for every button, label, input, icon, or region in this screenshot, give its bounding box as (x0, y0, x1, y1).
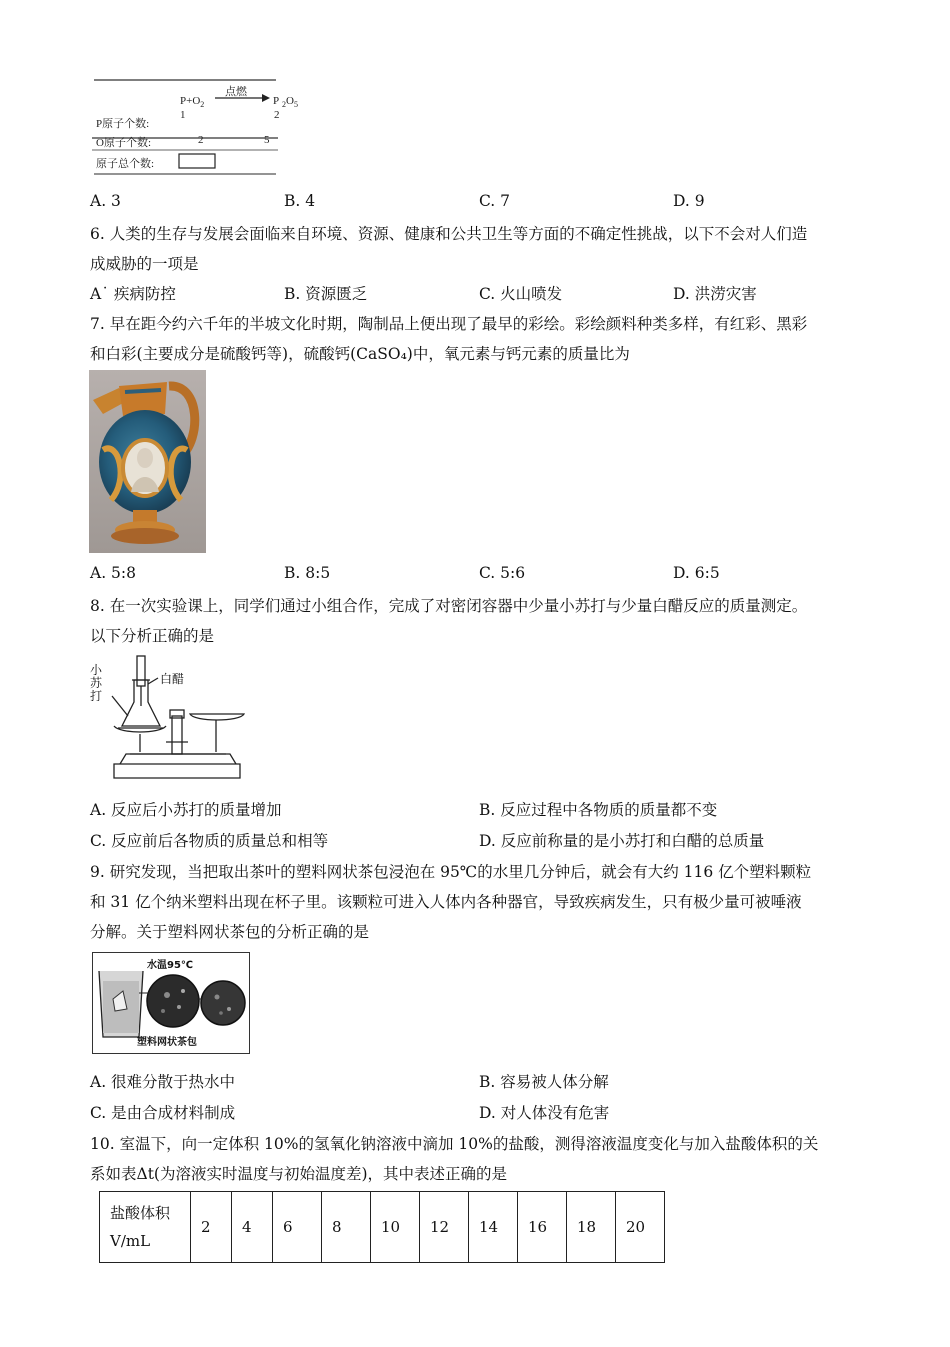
q5-option-b: B. 4 (284, 192, 316, 210)
q10-stem-line2: 系如表Δt(为溶液实时温度与初始温度差)，其中表述正确的是 (90, 1165, 508, 1183)
q6-option-a: A˙ 疾病防控 (90, 285, 176, 303)
table-cell: 10 (371, 1192, 420, 1263)
q8-stem-line1: 8. 在一次实验课上，同学们通过小组合作，完成了对密闭容器中少量小苏打与少量白醋反应的质量测定。 (90, 597, 808, 615)
row1-left: 1 (180, 109, 186, 121)
q8-option-c: C. 反应前后各物质的质量总和相等 (90, 832, 329, 850)
eq-arrow-label: 点燃 (225, 86, 247, 98)
hcl-volume-table (99, 1191, 665, 1263)
q7-option-b: B. 8:5 (284, 564, 331, 582)
q5-option-a: A. 3 (90, 192, 121, 210)
q7-option-d: D. 6:5 (673, 564, 720, 582)
eq-left-sub: 2 (200, 100, 205, 110)
q6-option-d: D. 洪涝灾害 (673, 285, 757, 303)
row2-right: 5 (264, 134, 270, 146)
q7-option-c: C. 5:6 (479, 564, 526, 582)
row1-label: P原子个数: (96, 118, 150, 130)
table-header-cell (100, 1192, 191, 1263)
table-cell: 4 (232, 1192, 273, 1263)
table-cell: 20 (616, 1192, 665, 1263)
table-row (100, 1192, 665, 1263)
q9-option-b: B. 容易被人体分解 (479, 1073, 609, 1091)
table-cell: 2 (191, 1192, 232, 1263)
q6-stem-line2: 成威胁的一项是 (90, 255, 199, 273)
eq-right-sub1: 2 (282, 100, 286, 110)
q9-stem-line3: 分解。关于塑料网状茶包的分析正确的是 (90, 923, 370, 941)
painted-vase-image (89, 370, 206, 553)
q9-option-d: D. 对人体没有危害 (479, 1104, 610, 1122)
q6-option-c: C. 火山喷发 (479, 285, 563, 303)
row1-right: 2 (274, 109, 280, 121)
table-cell: 16 (518, 1192, 567, 1263)
table-cell: 6 (273, 1192, 322, 1263)
q7-stem-line1: 7. 早在距今约六千年的半坡文化时期，陶制品上便出现了最早的彩绘。彩绘颜料种类多样，有红彩、黑彩 (90, 315, 808, 333)
q8-stem-line2: 以下分析正确的是 (90, 627, 215, 645)
tea-bag-figure (92, 952, 250, 1054)
q5-option-c: C. 7 (479, 192, 511, 210)
eq-right-sub2: 5 (293, 100, 298, 110)
q7-option-a: A. 5:8 (90, 564, 136, 582)
table-header-unit: V/mL (110, 1232, 151, 1250)
q9-stem-line1: 9. 研究发现，当把取出茶叶的塑料网状茶包浸泡在 95℃的水里几分钟后，就会有大约 116 亿个塑料颗粒 (90, 863, 812, 881)
table-cell: 14 (469, 1192, 518, 1263)
q7-stem-line2: 和白彩(主要成分是硫酸钙等)，硫酸钙(CaSO₄)中，氧元素与钙元素的质量比为 (90, 345, 630, 363)
q6-option-b: B. 资源匮乏 (284, 285, 368, 303)
q9-option-a: A. 很难分散于热水中 (90, 1073, 236, 1091)
row3-label: 原子总个数: (96, 158, 155, 170)
q5-option-d: D. 9 (673, 192, 705, 210)
table-header-name: 盐酸体积 (110, 1204, 171, 1222)
q8-option-d: D. 反应前称量的是小苏打和白醋的总质量 (479, 832, 765, 850)
q6-stem-line1: 6. 人类的生存与发展会面临来自环境、资源、健康和公共卫生等方面的不确定性挑战，以下不会对人们造 (90, 225, 808, 243)
eq-right: P (273, 95, 280, 107)
label-water-temp: 水温95℃ (147, 960, 194, 971)
q10-stem-line1: 10. 室温下，向一定体积 10%的氢氧化钠溶液中滴加 10%的盐酸，测得溶液温度变化与加入盐酸体积的关 (90, 1135, 819, 1153)
eq-right-mid: O (286, 95, 294, 107)
q9-option-c: C. 是由合成材料制成 (90, 1104, 236, 1122)
table-cell: 18 (567, 1192, 616, 1263)
label-baking-soda: 小苏打 (90, 663, 103, 703)
equation-figure (92, 78, 278, 178)
label-vinegar: 白醋 (160, 672, 185, 686)
eq-left: P+O (180, 95, 201, 107)
q9-stem-line2: 和 31 亿个纳米塑料出现在杯子里。该颗粒可进入人体内各种器官，导致疾病发生，只有极少量可被唾液 (90, 893, 802, 911)
q8-option-a: A. 反应后小苏打的质量增加 (90, 801, 282, 819)
table-cell: 12 (420, 1192, 469, 1263)
table-cell: 8 (322, 1192, 371, 1263)
label-plastic-tea-bag: 塑料网状茶包 (137, 1037, 197, 1048)
q8-option-b: B. 反应过程中各物质的质量都不变 (479, 801, 718, 819)
row2-left: 2 (198, 134, 204, 146)
row2-label: O原子个数: (96, 137, 151, 149)
balance-scale-figure (90, 654, 250, 784)
